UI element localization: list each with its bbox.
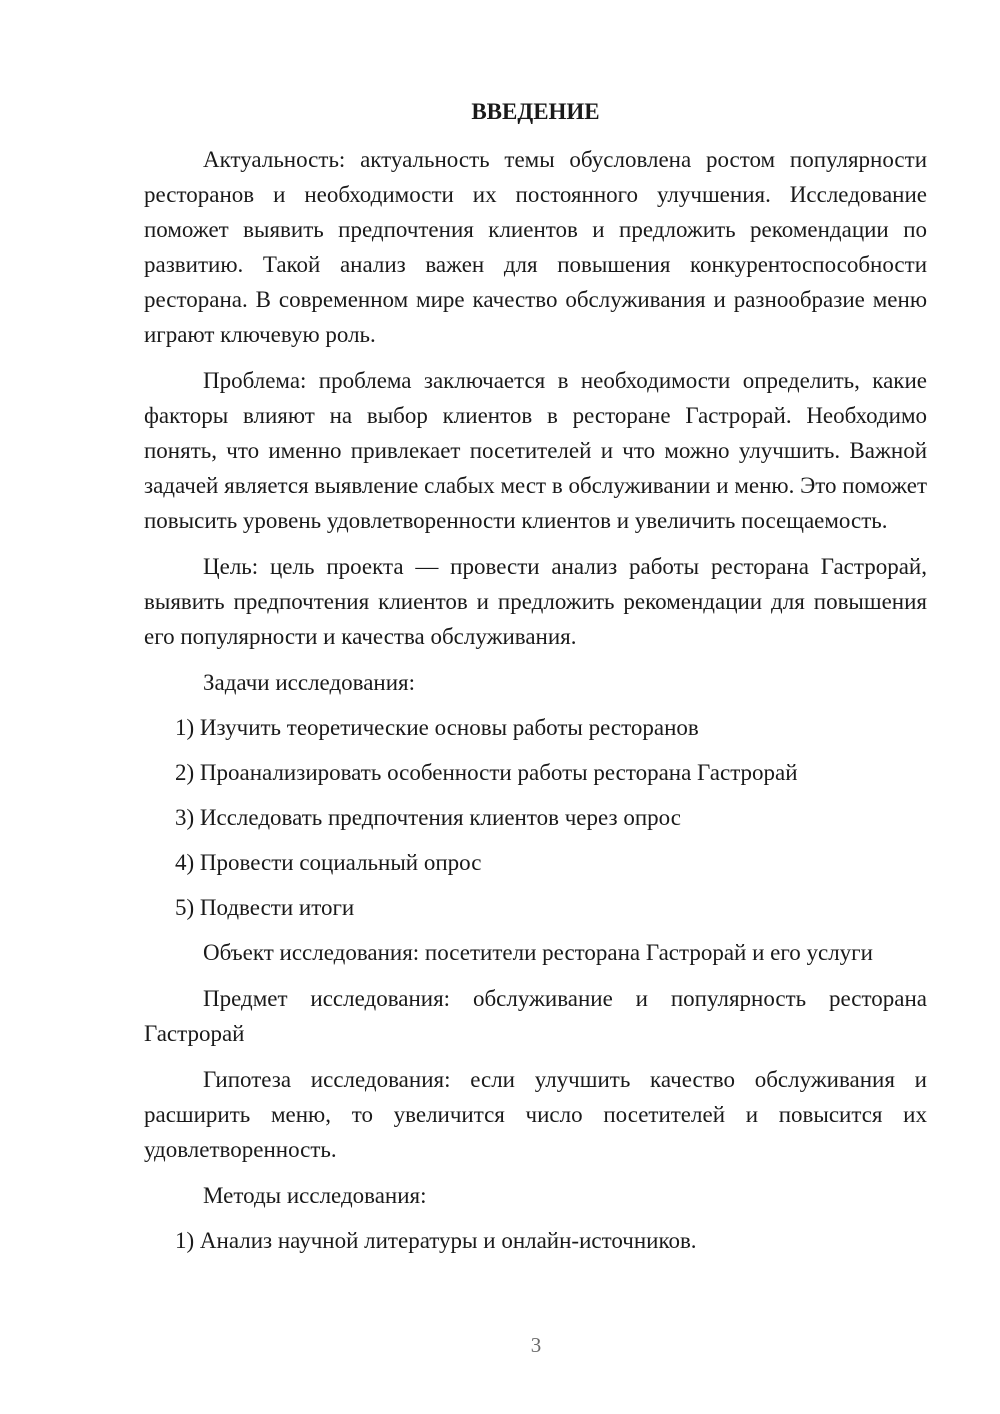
section-heading: ВВЕДЕНИЕ <box>471 99 600 124</box>
task-item: 2) Проанализировать особенности работы ресторана Гастрорай <box>175 760 798 785</box>
task-item: 4) Провести социальный опрос <box>175 850 482 875</box>
object-paragraph: Объект исследования: посетители ресторана Гастрорай и его услуги <box>203 940 873 965</box>
task-item: 1) Изучить теоретические основы работы ресторанов <box>175 715 699 740</box>
relevance-paragraph: Актуальность: актуальность темы обусловлена ростом популярности ресторанов и необходимости их постоянного улучшения. Исследование поможет выявить предпочтения клиентов и предложить рекомендации по развитию. Такой анализ важен для повышения конкурентоспособности ресторана. В современном мире качество обслуживания и разнообразие меню играют ключевую роль. <box>144 147 927 347</box>
subject-paragraph: Предмет исследования: обслуживание и популярность ресторана Гастрорай <box>144 986 927 1046</box>
page-number: 3 <box>530 1333 542 1357</box>
document-body <box>144 94 927 1268</box>
problem-paragraph: Проблема: проблема заключается в необходимости определить, какие факторы влияют на выбор клиентов в ресторане Гастрорай. Необходимо понять, что именно привлекает посетителей и что можно улучшить. Важной задачей является выявление слабых мест в обслуживании и меню. Это поможет повысить уровень удовлетворенности клиентов и увеличить посещаемость. <box>144 368 927 533</box>
task-item: 3) Исследовать предпочтения клиентов через опрос <box>175 805 681 830</box>
methods-label: Методы исследования: <box>203 1183 427 1208</box>
goal-paragraph: Цель: цель проекта — провести анализ работы ресторана Гастрорай, выявить предпочтения клиентов и предложить рекомендации для повышения его популярности и качества обслуживания. <box>144 554 927 649</box>
method-item: 1) Анализ научной литературы и онлайн-источников. <box>175 1228 697 1253</box>
task-item: 5) Подвести итоги <box>175 895 355 920</box>
hypothesis-paragraph: Гипотеза исследования: если улучшить качество обслуживания и расширить меню, то увеличится число посетителей и повысится их удовлетворенность. <box>144 1067 927 1162</box>
tasks-label: Задачи исследования: <box>203 670 416 695</box>
